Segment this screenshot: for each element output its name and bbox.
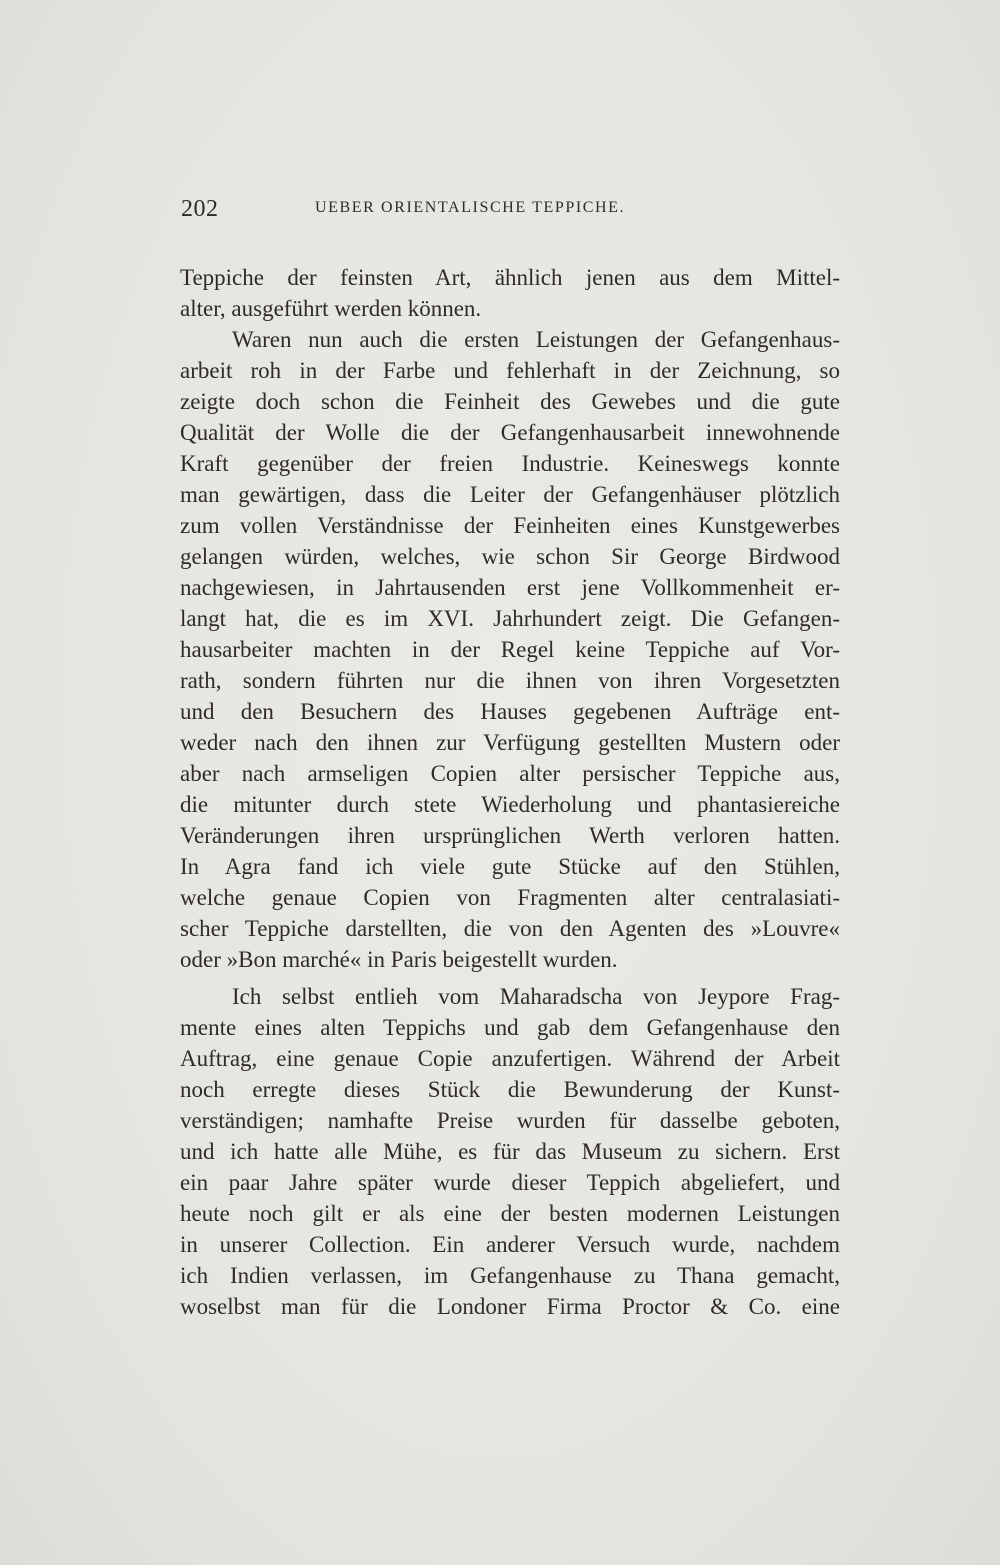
- text-line: arbeit roh in der Farbe und fehlerhaft in der Zeichnung, so: [180, 358, 840, 383]
- text-line: aber nach armseligen Copien alter persischer Teppiche aus,: [180, 761, 840, 786]
- text-line: welche genaue Copien von Fragmenten alter centralasiati-: [180, 885, 840, 910]
- text-line: Waren nun auch die ersten Leistungen der Gefangenhaus-: [232, 327, 840, 352]
- text-line: man gewärtigen, dass die Leiter der Gefangenhäuser plötzlich: [180, 482, 840, 507]
- text-line: und den Besuchern des Hauses gegebenen Aufträge ent-: [180, 699, 840, 724]
- page-number: 202: [181, 196, 219, 222]
- text-line: langt hat, die es im XVI. Jahrhundert zeigt. Die Gefangen-: [180, 606, 840, 631]
- running-title: UEBER ORIENTALISCHE TEPPICHE.: [315, 199, 626, 216]
- running-head: [181, 196, 841, 226]
- text-line: die mitunter durch stete Wiederholung und phantasiereiche: [180, 792, 840, 817]
- text-line: hausarbeiter machten in der Regel keine Teppiche auf Vor-: [180, 637, 840, 662]
- text-line: alter, ausgeführt werden können.: [180, 296, 482, 321]
- text-line: Veränderungen ihren ursprünglichen Werth verloren hatten.: [180, 823, 840, 848]
- text-line: heute noch gilt er als eine der besten modernen Leistungen: [180, 1201, 840, 1226]
- text-line: woselbst man für die Londoner Firma Proctor & Co. eine: [180, 1294, 840, 1319]
- text-line: In Agra fand ich viele gute Stücke auf den Stühlen,: [180, 854, 840, 879]
- text-line: Teppiche der feinsten Art, ähnlich jenen aus dem Mittel-: [180, 265, 840, 290]
- text-line: zum vollen Verständnisse der Feinheiten eines Kunstgewerbes: [180, 513, 840, 538]
- text-line: Kraft gegenüber der freien Industrie. Keineswegs konnte: [180, 451, 840, 476]
- text-line: nachgewiesen, in Jahrtausenden erst jene Vollkommenheit er-: [180, 575, 840, 600]
- text-line: Auftrag, eine genaue Copie anzufertigen. Während der Arbeit: [180, 1046, 840, 1071]
- text-line: Ich selbst entlieh vom Maharadscha von Jeypore Frag-: [232, 984, 840, 1009]
- body-text: [180, 262, 840, 1322]
- text-line: ein paar Jahre später wurde dieser Teppich abgeliefert, und: [180, 1170, 840, 1195]
- text-line: zeigte doch schon die Feinheit des Gewebes und die gute: [180, 389, 840, 414]
- text-line: Qualität der Wolle die der Gefangenhausarbeit innewohnende: [180, 420, 840, 445]
- text-line: mente eines alten Teppichs und gab dem Gefangenhause den: [180, 1015, 840, 1040]
- text-line: ich Indien verlassen, im Gefangenhause zu Thana gemacht,: [180, 1263, 840, 1288]
- text-line: scher Teppiche darstellten, die von den Agenten des »Louvre«: [180, 916, 840, 941]
- text-line: und ich hatte alle Mühe, es für das Museum zu sichern. Erst: [180, 1139, 840, 1164]
- text-line: noch erregte dieses Stück die Bewunderung der Kunst-: [180, 1077, 840, 1102]
- text-line: gelangen würden, welches, wie schon Sir George Birdwood: [180, 544, 840, 569]
- text-line: verständigen; namhafte Preise wurden für dasselbe geboten,: [180, 1108, 840, 1133]
- text-line: weder nach den ihnen zur Verfügung gestellten Mustern oder: [180, 730, 840, 755]
- text-line: rath, sondern führten nur die ihnen von ihren Vorgesetzten: [180, 668, 840, 693]
- text-line: oder »Bon marché« in Paris beigestellt wurden.: [180, 947, 618, 972]
- text-line: in unserer Collection. Ein anderer Versuch wurde, nachdem: [180, 1232, 840, 1257]
